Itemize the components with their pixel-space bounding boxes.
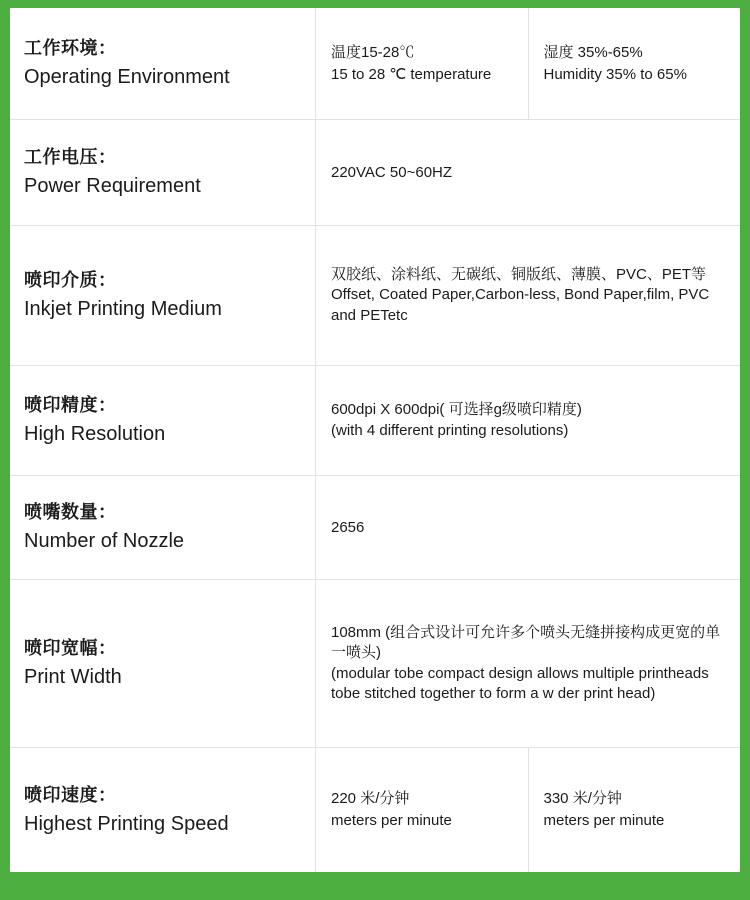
label-zh: 工作电压： (24, 147, 117, 167)
spec-value-humidity (528, 8, 741, 119)
spec-value-split (315, 748, 740, 872)
value-en: (with 4 different printing resolutions) (331, 421, 569, 439)
frame-left-bar (0, 0, 10, 900)
value-zh: 湿度 35%-65% (543, 43, 643, 61)
value-zh: 220 米/分钟 (331, 790, 410, 808)
spec-value-split (315, 8, 740, 119)
spec-value-speed-220 (315, 748, 528, 872)
value-zh: 温度15-28℃ (331, 43, 415, 61)
value-zh: 108mm (组合式设计可允许多个喷头无缝拼接构成更宽的单一喷头) (331, 624, 721, 662)
spec-value-temperature (315, 8, 528, 119)
label-zh: 喷印宽幅： (24, 638, 117, 658)
value-en: Humidity 35% to 65% (543, 65, 687, 83)
label-en: Highest Printing Speed (24, 812, 229, 835)
spec-label-high-resolution (10, 366, 315, 475)
spec-label-operating-environment (10, 8, 315, 119)
table-row (10, 580, 740, 748)
spec-value-number-of-nozzle (315, 476, 740, 579)
table-row (10, 476, 740, 580)
value-en: meters per minute (543, 812, 665, 829)
table-row (10, 748, 740, 872)
frame-right-bar (740, 0, 750, 900)
label-en: Print Width (24, 666, 122, 688)
spec-value-power-requirement (315, 120, 740, 225)
value-zh: 2656 (331, 518, 365, 536)
label-zh: 工作环境： (24, 38, 117, 58)
spec-label-power-requirement (10, 120, 315, 225)
label-en: Number of Nozzle (24, 530, 185, 552)
spec-label-highest-printing-speed (10, 748, 315, 872)
spec-label-print-width (10, 580, 315, 747)
label-zh: 喷印介质： (24, 270, 117, 290)
value-en: meters per minute (331, 812, 452, 829)
spec-value-print-width (315, 580, 740, 747)
table-row (10, 226, 740, 366)
label-en: High Resolution (24, 423, 166, 445)
value-en: 15 to 28 ℃ temperature (331, 65, 492, 83)
specification-table (10, 8, 740, 872)
table-row (10, 8, 740, 120)
label-zh: 喷印速度： (24, 784, 117, 805)
label-zh: 喷嘴数量： (24, 502, 117, 522)
label-en: Inkjet Printing Medium (24, 298, 222, 320)
value-en: Offset, Coated Paper,Carbon-less, Bond Paper,film, PVC and PETetc (331, 286, 710, 324)
table-row (10, 366, 740, 476)
label-en: Operating Environment (24, 66, 230, 88)
spec-label-inkjet-printing-medium (10, 226, 315, 365)
spec-value-inkjet-printing-medium (315, 226, 740, 365)
value-en: (modular tobe compact design allows multiple printheads tobe stitched together to form a w der print head) (331, 664, 709, 702)
spec-value-speed-330 (528, 748, 741, 872)
value-zh: 220VAC 50~60HZ (331, 163, 453, 181)
spec-label-number-of-nozzle (10, 476, 315, 579)
value-zh: 双胶纸、涂料纸、无碳纸、铜版纸、薄膜、PVC、PET等 (331, 266, 707, 284)
table-row (10, 120, 740, 226)
label-en: Power Requirement (24, 175, 201, 197)
value-zh: 600dpi X 600dpi( 可选择g级喷印精度) (331, 401, 582, 419)
frame-top-bar (0, 0, 750, 8)
label-zh: 喷印精度： (24, 395, 117, 415)
frame-bottom-bar (0, 872, 750, 900)
spec-value-high-resolution (315, 366, 740, 475)
value-zh: 330 米/分钟 (543, 790, 622, 808)
